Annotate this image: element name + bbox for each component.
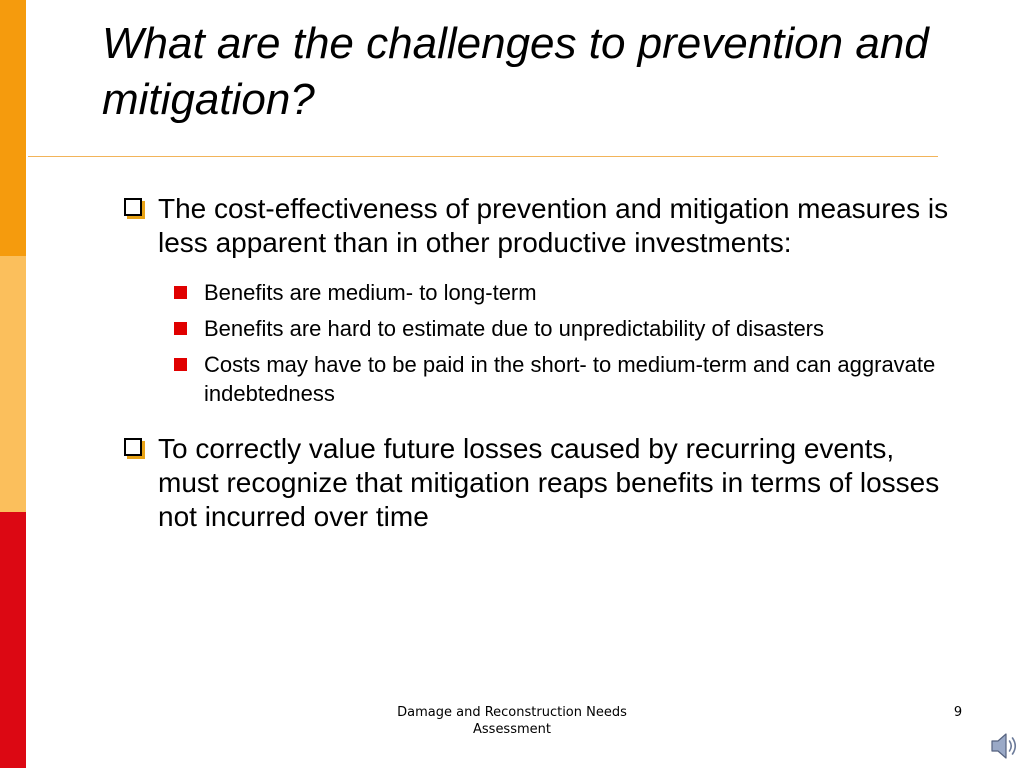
red-square-bullet-icon — [174, 286, 187, 299]
accent-bar-red — [0, 512, 26, 768]
bullet-future-losses — [120, 432, 950, 534]
sub-bullet-text: Costs may have to be paid in the short- to medium-term and can aggravate indebtedness — [204, 352, 936, 406]
speaker-icon[interactable] — [986, 728, 1022, 764]
page-number: 9 — [953, 705, 963, 720]
sub-bullet-hard-to-estimate — [172, 314, 950, 343]
red-square-bullet-icon — [174, 322, 187, 335]
bullet-text: The cost-effectiveness of prevention and mitigation measures is less apparent than in other productive investments: — [158, 193, 949, 258]
sub-bullet-costs — [172, 350, 950, 408]
bullet-text: To correctly value future losses caused by recurring events, must recognize that mitigation reaps benefits in terms of losses not incurred over time — [158, 433, 940, 532]
sub-bullet-list — [172, 278, 950, 408]
bullet-cost-effectiveness — [120, 192, 950, 260]
sub-bullet-text: Benefits are hard to estimate due to unpredictability of disasters — [204, 316, 825, 341]
slide-content — [120, 192, 950, 534]
title-divider — [28, 156, 938, 157]
red-square-bullet-icon — [174, 358, 187, 371]
sub-bullet-medium-long-term — [172, 278, 950, 307]
accent-bar-light-orange — [0, 256, 26, 512]
accent-bar-orange — [0, 0, 26, 256]
slide-title: What are the challenges to prevention and mitigation? — [102, 19, 929, 124]
hollow-square-bullet-icon — [124, 438, 142, 456]
footer-text: Damage and Reconstruction Needs Assessment — [397, 705, 627, 737]
hollow-square-bullet-icon — [124, 198, 142, 216]
sub-bullet-text: Benefits are medium- to long-term — [204, 280, 537, 305]
